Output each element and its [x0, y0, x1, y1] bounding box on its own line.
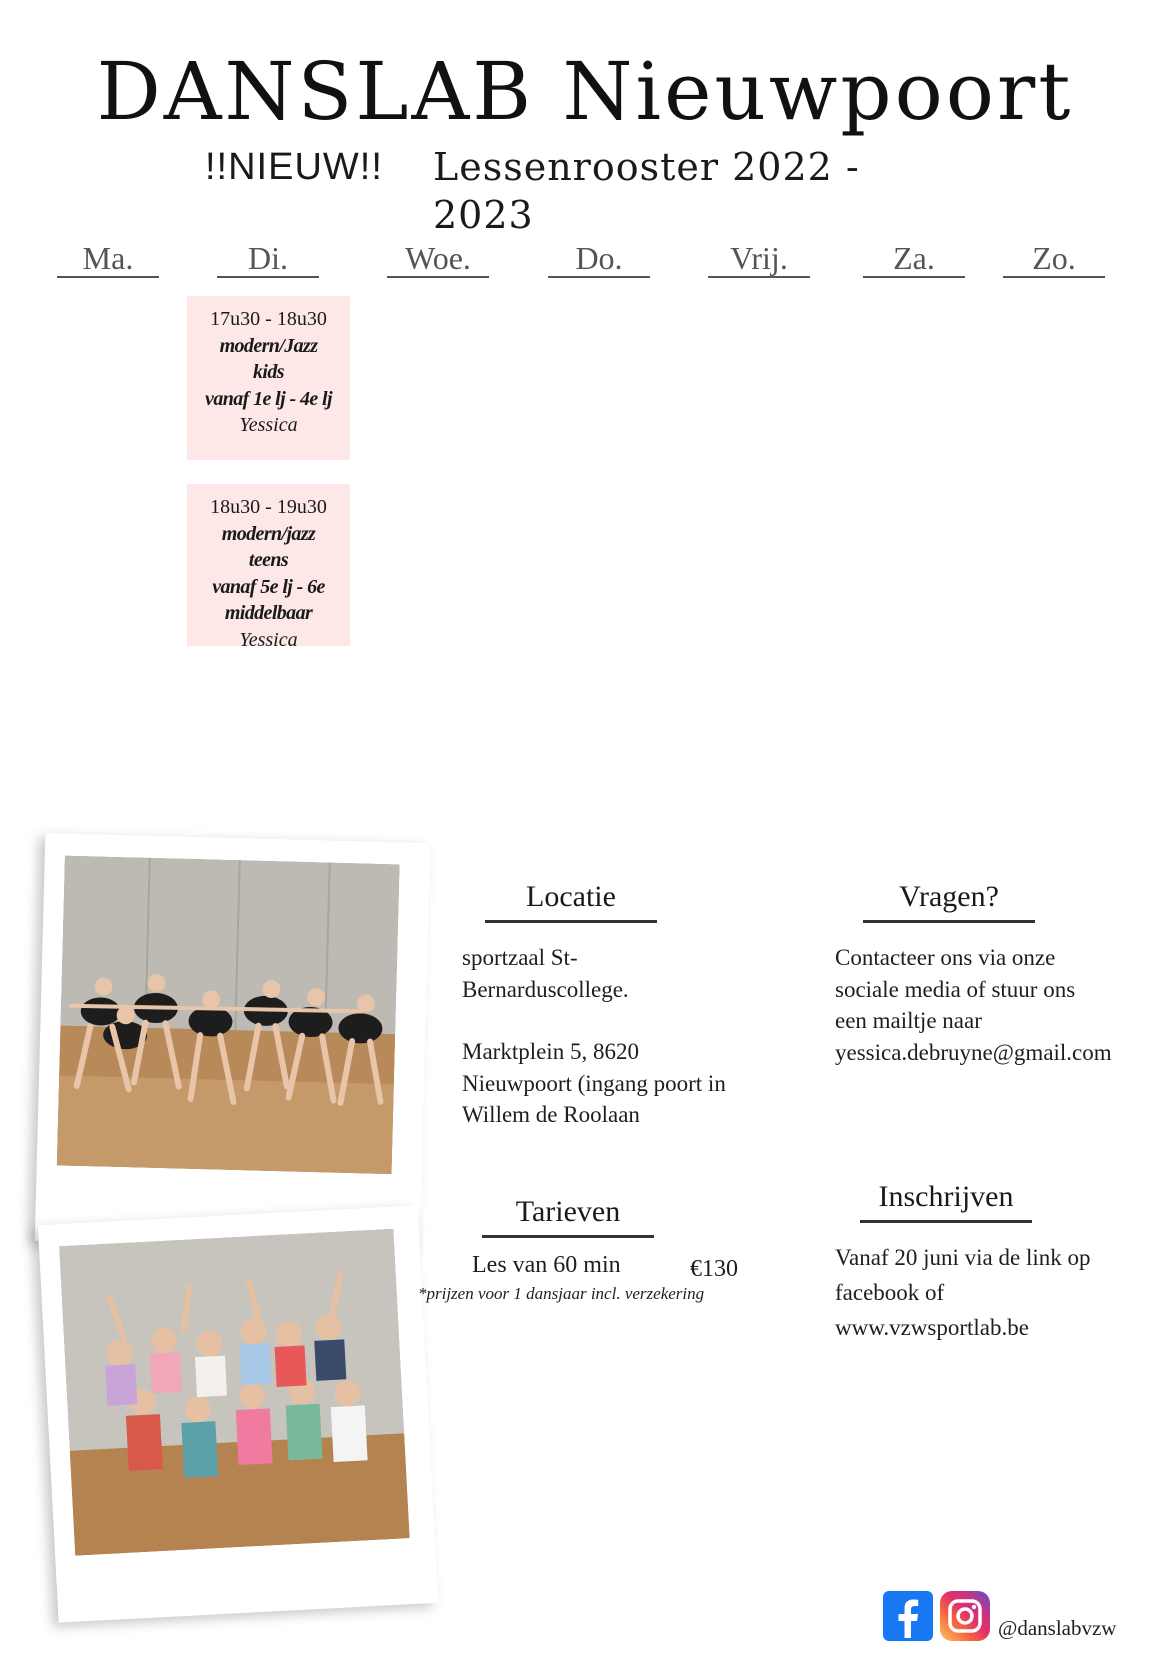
kids-photo — [59, 1229, 410, 1556]
lesson-style: modern/Jazz — [219, 334, 318, 357]
location-line: sportzaal St- — [462, 945, 578, 970]
lesson-level: vanaf 5e lj - 6e — [212, 575, 325, 598]
lesson-level: vanaf 1e lj - 4e lj — [205, 387, 332, 410]
lesson-teacher: Yessica — [239, 414, 298, 436]
contact-email[interactable]: yessica.debruyne@gmail.com — [835, 1039, 1112, 1065]
registration-line: Vanaf 20 juni via de link op — [835, 1245, 1091, 1270]
lesson-group: teens — [248, 549, 289, 571]
social-handle[interactable]: @danslabvzw — [998, 1616, 1117, 1640]
day-header-monday: Ma. — [57, 240, 159, 278]
lesson-teacher: Yessica — [239, 628, 298, 651]
photo-frame-kids — [38, 1205, 438, 1622]
rate-item: Les van 60 min — [472, 1252, 621, 1278]
facebook-icon[interactable] — [883, 1591, 933, 1641]
schedule-label: Lessenrooster 2022 - 2023 — [433, 145, 860, 237]
questions-line: Contacteer ons via onze — [835, 945, 1056, 970]
questions-line: een mailtje naar — [835, 1008, 982, 1033]
location-line: Nieuwpoort (ingang poort in — [462, 1070, 726, 1096]
day-header-saturday: Za. — [863, 240, 965, 278]
rate-price: €130 — [690, 1256, 738, 1282]
day-header-sunday: Zo. — [1003, 240, 1105, 278]
location-heading: Locatie — [485, 880, 657, 923]
lesson-style: modern/jazz — [221, 522, 316, 545]
new-label: !!NIEUW!! — [205, 146, 383, 188]
photo-frame-dancers — [35, 833, 431, 1251]
location-line: Marktplein 5, 8620 — [462, 1039, 639, 1064]
questions-text — [835, 942, 1165, 1068]
lesson-level-continued: middelbaar — [224, 602, 313, 624]
rates-heading: Tarieven — [482, 1195, 654, 1238]
lesson-card-kids — [187, 296, 350, 460]
lesson-time: 18u30 - 19u30 — [210, 496, 327, 518]
page-title: DANSLAB Nieuwpoort — [96, 45, 1074, 138]
registration-url[interactable]: www.vzwsportlab.be — [835, 1315, 1029, 1340]
lesson-group: kids — [253, 361, 284, 383]
instagram-icon[interactable] — [940, 1591, 990, 1641]
lesson-card-teens — [187, 484, 350, 651]
day-header-wednesday: Woe. — [387, 240, 489, 278]
day-header-tuesday: Di. — [217, 240, 319, 278]
location-text — [462, 942, 792, 1131]
location-line: Bernarduscollege. — [462, 976, 629, 1002]
location-line: Willem de Roolaan — [462, 1102, 640, 1127]
day-header-thursday: Do. — [548, 240, 650, 278]
questions-line: sociale media of stuur ons — [835, 976, 1076, 1002]
dancers-photo — [57, 856, 400, 1175]
questions-heading: Vragen? — [863, 880, 1035, 923]
day-header-friday: Vrij. — [708, 240, 810, 278]
registration-text — [835, 1240, 1165, 1345]
page-subtitle — [205, 143, 965, 237]
registration-heading: Inschrijven — [860, 1180, 1032, 1223]
registration-line: facebook of — [835, 1280, 945, 1305]
rate-note: *prijzen voor 1 dansjaar incl. verzekering — [418, 1284, 705, 1303]
lesson-time: 17u30 - 18u30 — [210, 308, 327, 330]
